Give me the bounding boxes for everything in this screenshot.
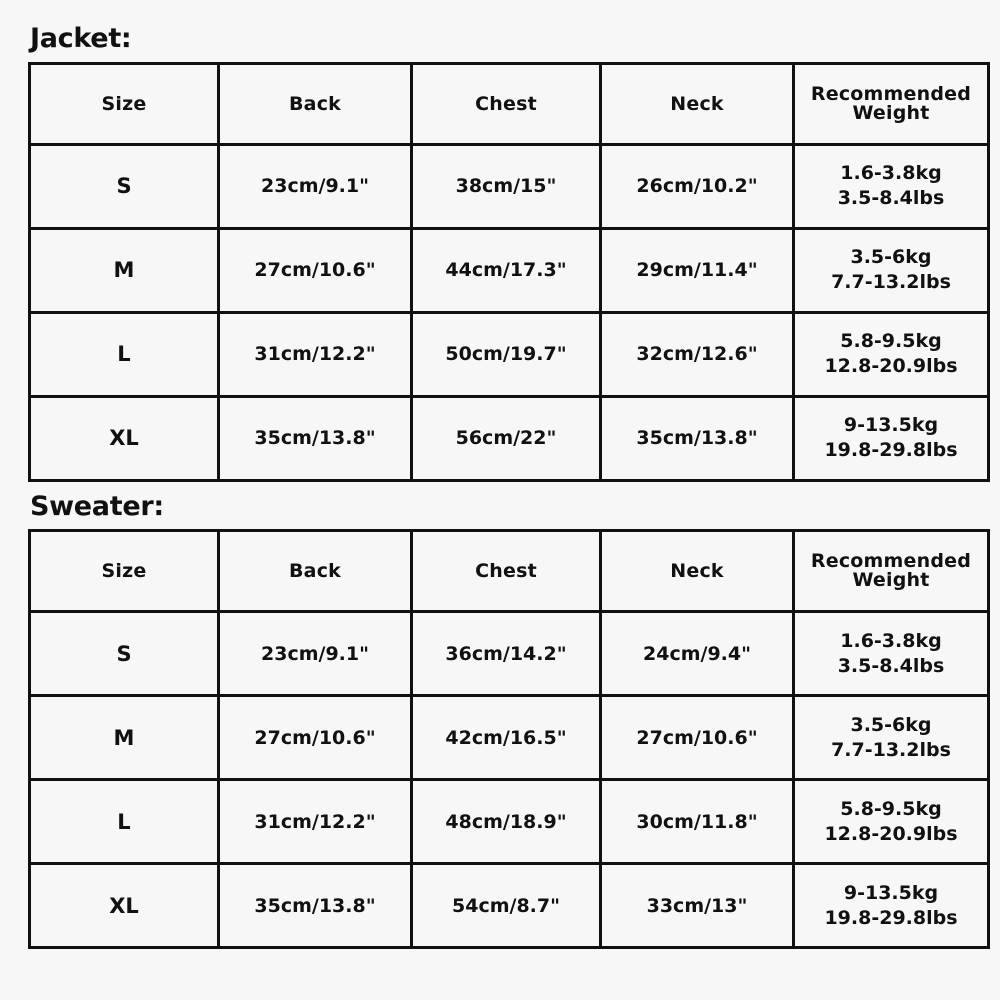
column-header-back: Back [219, 531, 412, 612]
cell-back: 35cm/13.8" [219, 396, 412, 480]
column-header-neck: Neck [601, 531, 794, 612]
cell-chest: 36cm/14.2" [412, 612, 601, 696]
table-row [30, 396, 989, 480]
table-row [30, 144, 989, 228]
jacket-section-title: Jacket: [30, 23, 132, 54]
table-row [30, 228, 989, 312]
jacket-size-table [28, 62, 990, 482]
column-header-weight-line-2: Weight [852, 101, 930, 124]
column-header-weight-line-2: Weight [852, 569, 930, 592]
cell-chest: 44cm/17.3" [412, 228, 601, 312]
cell-back: 31cm/12.2" [219, 780, 412, 864]
cell-weight [794, 312, 989, 396]
table-row [30, 780, 989, 864]
cell-weight-lbs: 19.8-29.8lbs [824, 906, 958, 929]
cell-back: 27cm/10.6" [219, 696, 412, 780]
cell-weight [794, 864, 989, 948]
column-header-weight-line-1: Recommended [810, 550, 972, 573]
cell-size: S [30, 612, 219, 696]
column-header-size: Size [30, 63, 219, 144]
cell-weight-kg: 9-13.5kg [843, 414, 939, 437]
cell-weight-kg: 5.8-9.5kg [840, 797, 942, 820]
cell-size: S [30, 144, 219, 228]
table-header-row [30, 531, 989, 612]
cell-size: XL [30, 396, 219, 480]
cell-back: 35cm/13.8" [219, 864, 412, 948]
cell-weight [794, 396, 989, 480]
cell-neck: 35cm/13.8" [601, 396, 794, 480]
cell-back: 27cm/10.6" [219, 228, 412, 312]
cell-weight-lbs: 12.8-20.9lbs [824, 355, 958, 378]
sweater-size-table [28, 529, 990, 949]
cell-neck: 27cm/10.6" [601, 696, 794, 780]
cell-weight-kg: 5.8-9.5kg [840, 330, 942, 353]
cell-neck: 26cm/10.2" [601, 144, 794, 228]
cell-size: L [30, 312, 219, 396]
cell-weight-lbs: 19.8-29.8lbs [824, 439, 958, 462]
cell-neck: 33cm/13" [601, 864, 794, 948]
cell-weight-kg: 1.6-3.8kg [840, 162, 942, 185]
column-header-size: Size [30, 531, 219, 612]
cell-weight-lbs: 3.5-8.4lbs [837, 654, 945, 677]
table-row [30, 312, 989, 396]
cell-size: M [30, 228, 219, 312]
cell-chest: 42cm/16.5" [412, 696, 601, 780]
table-row [30, 612, 989, 696]
cell-size: L [30, 780, 219, 864]
cell-weight-lbs: 12.8-20.9lbs [824, 822, 958, 845]
column-header-neck: Neck [601, 63, 794, 144]
cell-chest: 54cm/8.7" [412, 864, 601, 948]
cell-weight [794, 696, 989, 780]
cell-weight-lbs: 7.7-13.2lbs [831, 271, 951, 294]
cell-back: 23cm/9.1" [219, 612, 412, 696]
cell-weight-kg: 3.5-6kg [850, 246, 932, 269]
cell-neck: 30cm/11.8" [601, 780, 794, 864]
jacket-table-body [30, 144, 989, 480]
cell-size: XL [30, 864, 219, 948]
cell-neck: 32cm/12.6" [601, 312, 794, 396]
cell-weight [794, 780, 989, 864]
cell-chest: 50cm/19.7" [412, 312, 601, 396]
column-header-weight-line-1: Recommended [810, 82, 972, 105]
cell-weight [794, 144, 989, 228]
cell-chest: 38cm/15" [412, 144, 601, 228]
column-header-chest: Chest [412, 531, 601, 612]
cell-back: 31cm/12.2" [219, 312, 412, 396]
cell-weight-lbs: 7.7-13.2lbs [831, 738, 951, 761]
cell-chest: 48cm/18.9" [412, 780, 601, 864]
cell-chest: 56cm/22" [412, 396, 601, 480]
sweater-table-body [30, 612, 989, 948]
column-header-back: Back [219, 63, 412, 144]
table-row [30, 696, 989, 780]
column-header-chest: Chest [412, 63, 601, 144]
cell-neck: 24cm/9.4" [601, 612, 794, 696]
sweater-section-title: Sweater: [30, 490, 164, 522]
jacket-table-head [30, 63, 989, 144]
cell-weight [794, 612, 989, 696]
table-row [30, 864, 989, 948]
cell-weight-kg: 1.6-3.8kg [840, 629, 942, 652]
cell-weight [794, 228, 989, 312]
sweater-table-head [30, 531, 989, 612]
cell-back: 23cm/9.1" [219, 144, 412, 228]
cell-weight-kg: 3.5-6kg [850, 713, 932, 736]
column-header-recommended-weight [794, 531, 989, 612]
cell-neck: 29cm/11.4" [601, 228, 794, 312]
cell-weight-lbs: 3.5-8.4lbs [837, 187, 945, 210]
column-header-recommended-weight [794, 63, 989, 144]
table-header-row [30, 63, 989, 144]
cell-size: M [30, 696, 219, 780]
cell-weight-kg: 9-13.5kg [843, 881, 939, 904]
